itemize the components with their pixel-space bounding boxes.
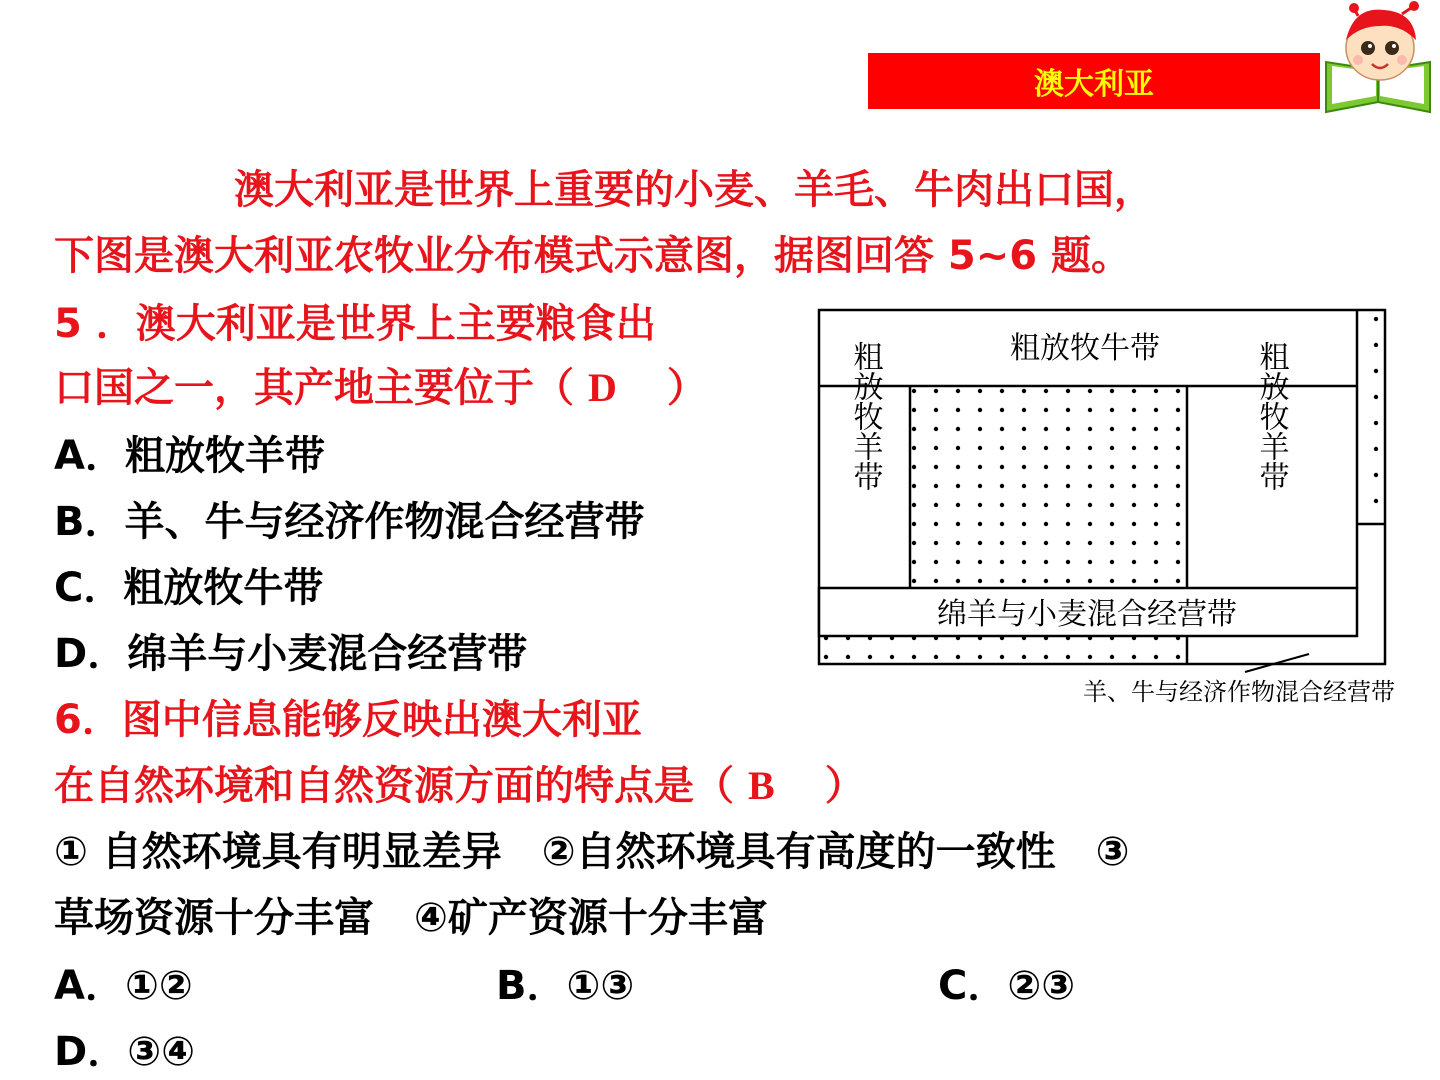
q5-option-a: A．粗放牧羊带 xyxy=(54,433,325,479)
agriculture-zone-diagram xyxy=(815,306,1395,714)
left-band-label: 粗放牧羊带 xyxy=(847,341,883,491)
intro-line-2: 下图是澳大利亚农牧业分布模式示意图，据图回答 5~6 题。 xyxy=(54,233,1132,279)
q5-stem-prefix: 口国之一，其产地主要位于（ xyxy=(54,365,574,411)
intro-line-1: 澳大利亚是世界上重要的小麦、羊毛、牛肉出口国， xyxy=(234,167,1154,213)
q6-statements-line-1: ① 自然环境具有明显差异 ②自然环境具有高度的一致性 ③ xyxy=(54,829,1130,875)
q5-stem-line-2 xyxy=(54,363,707,413)
mascot-book-icon xyxy=(1318,0,1440,118)
east-coast-mixed-zone xyxy=(1357,310,1385,524)
q6-option-c: C．②③ xyxy=(938,963,1076,1009)
q5-option-b: B．羊、牛与经济作物混合经营带 xyxy=(54,499,645,545)
bottom-band-label: 绵羊与小麦混合经营带 xyxy=(937,597,1237,632)
right-band-label: 粗放牧羊带 xyxy=(1253,341,1289,491)
q6-option-b: B．①③ xyxy=(496,963,635,1009)
section-title-banner xyxy=(868,53,1320,109)
q6-stem-prefix: 在自然环境和自然资源方面的特点是（ xyxy=(54,763,734,809)
banner-title: 澳大利亚 xyxy=(1034,67,1154,102)
q5-option-c: C．粗放牧牛带 xyxy=(54,565,324,611)
q6-option-d: D．③④ xyxy=(54,1029,195,1075)
q5-stem-suffix: ） xyxy=(666,365,707,411)
q5-option-d: D．绵羊与小麦混合经营带 xyxy=(54,631,528,677)
q6-stem-line-2 xyxy=(54,761,865,811)
callout-label: 羊、牛与经济作物混合经营带 xyxy=(1083,678,1395,706)
q6-statements-line-2: 草场资源十分丰富 ④矿产资源十分丰富 xyxy=(54,895,768,941)
q5-stem-line-1: 5 ．澳大利亚是世界上主要粮食出 xyxy=(54,301,656,347)
south-coast-mixed-zone xyxy=(819,636,1186,664)
central-dotted-zone xyxy=(910,388,1187,588)
q6-stem-line-1: 6．图中信息能够反映出澳大利亚 xyxy=(54,697,642,743)
q6-answer: B xyxy=(748,763,775,808)
q6-stem-suffix: ） xyxy=(824,763,865,809)
top-band-label: 粗放牧牛带 xyxy=(1010,331,1160,366)
q5-answer: D xyxy=(588,365,617,410)
q6-option-a: A．①② xyxy=(54,963,193,1009)
